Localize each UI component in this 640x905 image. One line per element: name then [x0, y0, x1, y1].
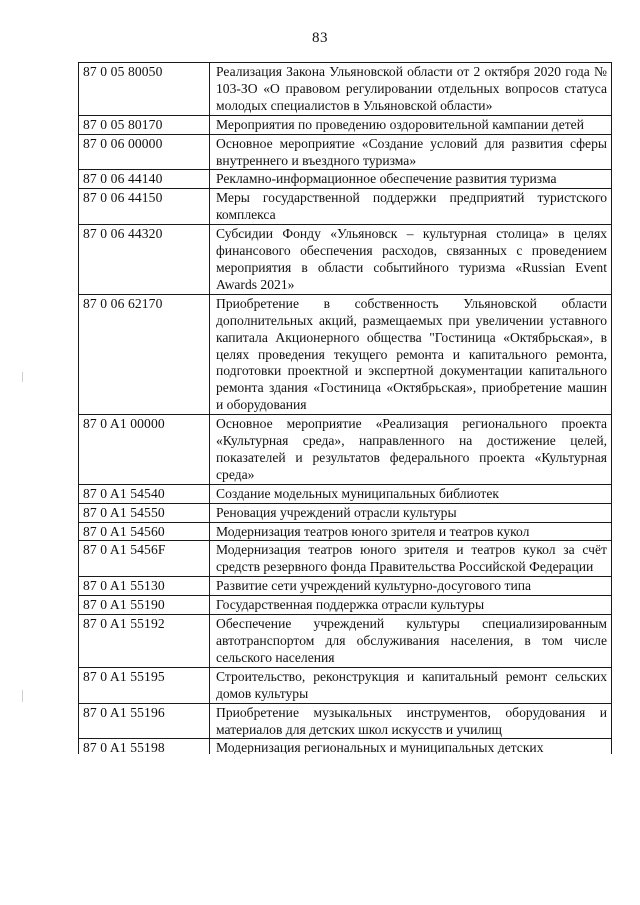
table-row [79, 294, 612, 414]
table-row [79, 739, 612, 755]
code-cell: 87 0 A1 55195 [79, 667, 210, 703]
code-cell: 87 0 A1 55192 [79, 615, 210, 668]
table-row [79, 189, 612, 225]
description-cell: Создание модельных муниципальных библиотек [210, 484, 612, 503]
code-cell: 87 0 A1 54560 [79, 522, 210, 541]
table-row [79, 522, 612, 541]
code-cell: 87 0 A1 55196 [79, 703, 210, 739]
description-cell: Государственная поддержка отрасли культуры [210, 596, 612, 615]
code-cell: 87 0 A1 5456F [79, 541, 210, 577]
table-row [79, 134, 612, 170]
table-row [79, 63, 612, 116]
code-text: 87 0 A1 55198 [83, 740, 165, 755]
table-row [79, 615, 612, 668]
description-cell: Приобретение в собственность Ульяновской области дополнительных акций, размещаемых при увеличении уставного капитала Акционерного общества "Гостиница «Октябрьская», в целях проведения текущего ремонта и капитального ремонта, подготовки проектной и экспертной документации капитального ремонта здания «Гостиница «Октябрьская», приобретение машин и оборудования [210, 294, 612, 414]
code-cell: 87 0 06 44150 [79, 189, 210, 225]
table-row [79, 484, 612, 503]
description-cell: Развитие сети учреждений культурно-досугового типа [210, 577, 612, 596]
description-text: Модернизация региональных и муниципальных детских [216, 740, 544, 755]
table-row [79, 415, 612, 485]
page-number: 83 [312, 30, 328, 46]
description-cell: Реализация Закона Ульяновской области от 2 октября 2020 года № 103-ЗО «О правовом регулировании отдельных вопросов статуса молодых специалистов в Ульяновской области» [210, 63, 612, 116]
scan-mark [22, 690, 23, 702]
code-cell: 87 0 06 00000 [79, 134, 210, 170]
description-cell: Мероприятия по проведению оздоровительной кампании детей [210, 115, 612, 134]
code-cell: 87 0 06 62170 [79, 294, 210, 414]
table-row [79, 703, 612, 739]
code-cell: 87 0 06 44140 [79, 170, 210, 189]
table-row [79, 503, 612, 522]
scan-mark [22, 372, 23, 382]
table-row [79, 577, 612, 596]
description-cell: Основное мероприятие «Создание условий для развития сферы внутреннего и въездного туризма» [210, 134, 612, 170]
table-row [79, 596, 612, 615]
code-cell: 87 0 A1 55190 [79, 596, 210, 615]
description-cell [210, 739, 612, 755]
description-cell: Основное мероприятие «Реализация регионального проекта «Культурная среда», направленного на достижение целей, показателей и результатов федерального проекта «Культурная среда» [210, 415, 612, 485]
description-cell: Рекламно-информационное обеспечение развития туризма [210, 170, 612, 189]
code-cell [79, 739, 210, 755]
table-row [79, 225, 612, 295]
code-cell: 87 0 05 80170 [79, 115, 210, 134]
budget-code-table [78, 62, 612, 754]
description-cell: Модернизация театров юного зрителя и театров кукол [210, 522, 612, 541]
description-cell: Строительство, реконструкция и капитальный ремонт сельских домов культуры [210, 667, 612, 703]
code-cell: 87 0 A1 54550 [79, 503, 210, 522]
table-row [79, 541, 612, 577]
description-cell: Модернизация театров юного зрителя и театров кукол за счёт средств резервного фонда Правительства Российской Федерации [210, 541, 612, 577]
description-cell: Приобретение музыкальных инструментов, оборудования и материалов для детских школ искусств и училищ [210, 703, 612, 739]
description-cell: Обеспечение учреждений культуры специализированным автотранспортом для обслуживания населения, в том числе сельского населения [210, 615, 612, 668]
code-cell: 87 0 06 44320 [79, 225, 210, 295]
table-row [79, 667, 612, 703]
table-row [79, 115, 612, 134]
description-cell: Реновация учреждений отрасли культуры [210, 503, 612, 522]
table-body [79, 63, 612, 755]
code-cell: 87 0 05 80050 [79, 63, 210, 116]
code-cell: 87 0 A1 54540 [79, 484, 210, 503]
code-cell: 87 0 A1 00000 [79, 415, 210, 485]
code-cell: 87 0 A1 55130 [79, 577, 210, 596]
description-cell: Меры государственной поддержки предприятий туристского комплекса [210, 189, 612, 225]
description-cell: Субсидии Фонду «Ульяновск – культурная столица» в целях финансового обеспечения расходов, связанных с проведением мероприятия в области событийного туризма «Russian Event Awards 2021» [210, 225, 612, 295]
table-row [79, 170, 612, 189]
